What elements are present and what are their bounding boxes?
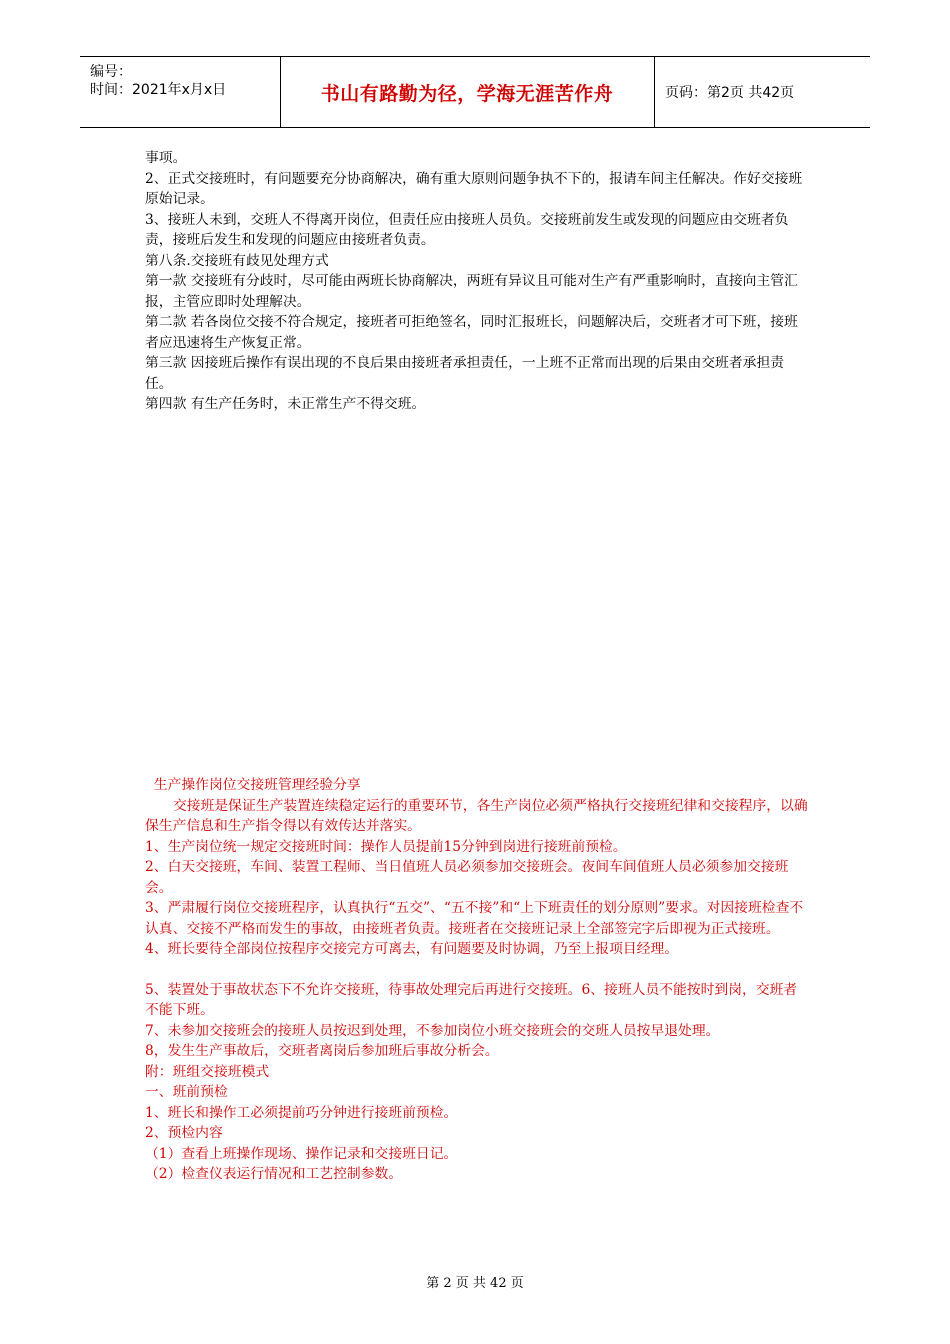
paragraph: （2）检查仪表运行情况和工艺控制参数。	[145, 1166, 403, 1182]
paragraph: 8，发生生产事故后，交班者离岗后参加班后事故分析会。	[145, 1043, 499, 1059]
header-left-cell	[80, 57, 281, 127]
header-page-cell	[655, 57, 870, 127]
page-header	[80, 56, 870, 128]
header-motto-cell	[280, 57, 655, 127]
paragraph: （1）查看上班操作现场、操作记录和交接班日记。	[145, 1145, 458, 1162]
paragraph: 4、班长要待全部岗位按程序交接完方可离去，有问题要及时协调，乃至上报项目经理。	[145, 941, 679, 957]
paragraph: 2、预检内容	[145, 1125, 223, 1141]
article-heading: 第八条.交接班有歧见处理方式	[145, 252, 329, 269]
paragraph: 1、生产岗位统一规定交接班时间：操作人员提前15分钟到岗进行接班前预检。	[145, 838, 627, 855]
paragraph: 7、未参加交接班会的接班人员按迟到处理，不参加岗位小班交接班会的交班人员按早退处理。	[145, 1022, 720, 1039]
number-label: 编号：	[90, 64, 132, 80]
paragraph: 2、白天交接班，车间、装置工程师、当日值班人员必须参加交接班会。夜间车间值班人员必须参加交接班会。	[145, 859, 789, 896]
paragraph: 3、严肃履行岗位交接班程序，认真执行“五交”、“五不接”和“上下班责任的划分原则”要求。对因接班检查不认真、交接不严格而发生的事故，由接班者负责。接班者在交接班记录上全部签完字后即视为正式接班。	[145, 900, 804, 937]
paragraph: 第一款 交接班有分歧时，尽可能由两班长协商解决，两班有异议且可能对生产有严重影响时，直接向主管汇报，主管应即时处理解决。	[145, 273, 798, 310]
paragraph: 2、正式交接班时，有问题要充分协商解决，确有重大原则问题争执不下的，报请车间主任解决。作好交接班原始记录。	[145, 170, 803, 207]
section-rules	[145, 148, 810, 415]
motto-text: 书山有路勤为径，学海无涯苦作舟	[320, 82, 614, 105]
page-footer: 第 2 页 共 42 页	[426, 1276, 524, 1291]
paragraph: 第四款 有生产任务时，未正常生产不得交班。	[145, 396, 426, 412]
paragraph: 5、装置处于事故状态下不允许交接班，待事故处理完后再进行交接班。6、接班人员不能按时到岗，交班者不能下班。	[145, 981, 798, 1018]
paragraph: 1、班长和操作工必须提前巧分钟进行接班前预检。	[145, 1104, 458, 1121]
date-label: 时间：2021年x月x日	[90, 82, 227, 98]
page-info: 页码：第2页 共42页	[665, 85, 795, 101]
paragraph: 第三款 因接班后操作有误出现的不良后果由接班者承担责任，一上班不正常而出现的后果由交班者承担责任。	[145, 355, 785, 392]
section-title: 生产操作岗位交接班管理经验分享	[145, 777, 361, 793]
paragraph: 一、班前预检	[145, 1084, 228, 1100]
intro-paragraph: 交接班是保证生产装置连续稳定运行的重要环节，各生产岗位必须严格执行交接班纪律和交接程序，以确保生产信息和生产指令得以有效传达并落实。	[145, 797, 808, 834]
section-experience	[145, 775, 810, 1185]
paragraph: 第二款 若各岗位交接不符合规定，接班者可拒绝签名，同时汇报班长，问题解决后，交班者才可下班，接班者应迅速将生产恢复正常。	[145, 314, 798, 351]
paragraph: 附：班组交接班模式	[145, 1063, 270, 1080]
paragraph: 3、接班人未到，交班人不得离开岗位，但责任应由接班人员负。交接班前发生或发现的问题应由交班者负责，接班后发生和发现的问题应由接班者负责。	[145, 211, 789, 248]
paragraph: 事项。	[145, 150, 187, 166]
